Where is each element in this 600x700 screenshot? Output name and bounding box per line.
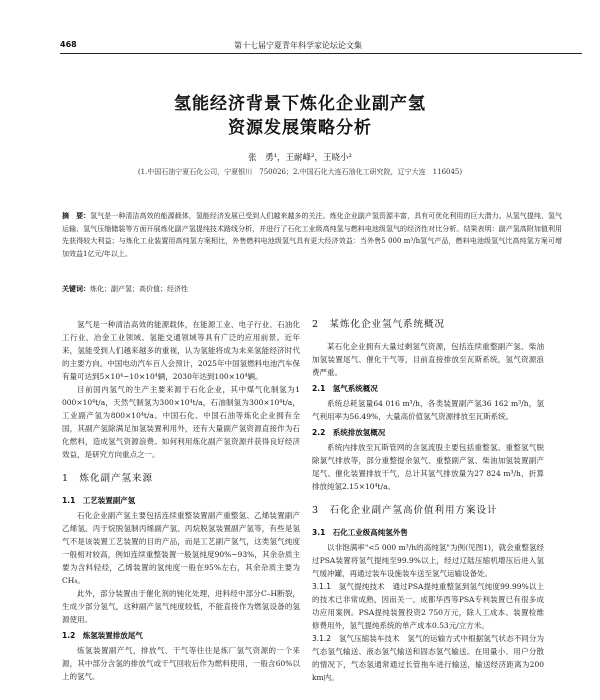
paragraph: 氢气是一种清洁高效的能源载体，在能源工业、电子行业、石油化工行业、冶金工业领域、氢能交通领域等具有广泛的应用前景。近年来，氢能受到人们越来越多的重视，认为氢能将成为未来氢能经济时代的主要方向。中国电动汽车百人会预计，2025年中国氢燃料电池汽车保有量可达到5×10⁴~10×10⁴辆，2030年达到100×10⁴辆。	[62, 320, 300, 381]
paragraph	[312, 632, 544, 684]
subsubsection-number: 3.1.2	[312, 634, 332, 643]
paragraph: 某石化企业拥有大量过剩氢气资源，包括连续重整副产氢、柴油加氢装置尾气、催化干气等，目前直接排放至瓦斯系统，氢气资源浪费严重。	[312, 342, 544, 377]
paragraph: 炼氢装置副产气，排放气、干气等往往是炼厂氢气资源的一个来源，其中部分含氢的排放气或干气回收后作为燃料使用，一般含60%以上的氢气。	[62, 646, 300, 681]
paragraph: 目前国内氢气的生产主要来源于石化企业，其中煤气化制氢为1 000×10⁴t/a，天然气制氢为300×10⁴t/a，石油制氢为300×10⁴t/a，工业副产氢为800×10⁴t/a。中国石化、中国石油等炼化企业拥有全国，其副产氢除满足加氢装置利用外，还有大量副产氢资源直接作为石化燃料，造成氢气资源浪费。如何利用炼化副产氢资源并获得良好经济效益，是研究方向重点之一。	[62, 385, 300, 459]
abstract	[62, 210, 562, 260]
page-number: 468	[60, 40, 77, 49]
title-line-2: 资源发展策略分析	[228, 118, 372, 138]
paragraph: 系统总耗氢量64 016 m³/h，各类装置副产氢36 162 m³/h，氢气利用率为56.49%，大量高价值氢气资源排放至瓦斯系统。	[312, 399, 544, 421]
affiliation: (1.中国石油宁夏石化公司，宁夏银川 750026；2.中国石化大连石油化工研究院，辽宁大连 116045)	[137, 168, 463, 176]
running-header	[60, 40, 582, 54]
section-heading: 3 石化企业副产氢高价值利用方案设计	[312, 505, 498, 516]
abstract-label: 摘 要：	[62, 212, 91, 220]
keywords-label: 关键词：	[62, 285, 90, 293]
subsection-heading: 2.1 氢气系统概况	[312, 384, 378, 393]
journal-title: 第十七届宁夏青年科学家论坛论文集	[234, 41, 362, 50]
paragraph: 此外，部分装置由于催化剂的钝化处理，进料经中部分C–H断裂，生成少部分氢气，这种副产氢气纯度较低，不能直接作为燃氢设备的氢源使用。	[62, 589, 300, 624]
section-heading: 1 炼化副产氢来源	[62, 473, 154, 484]
subsection-heading: 1.2 炼氢装置排放尾气	[62, 631, 143, 640]
section-heading: 2 某炼化企业氢气系统概况	[312, 319, 446, 330]
paper-title	[0, 92, 600, 140]
abstract-text: 氢气是一种清洁高效的能源载体，氢能经济发展已受到人们越来越多的关注。炼化企业副产氢资源丰富，具有可优化利用的巨大潜力。从氢气提纯、氢气运输、氢气压缩储装等方面开展炼化副产氢提纯技术路线分析，并进行了石化工业级高纯氢与燃料电池级氢气的经济性对比分析。结果表明：副产氢高附加值利用先获得较大利益；与炼化工业装置用高纯氢方案相比，外售燃料电池级氢气具有更大经济效益：当外售5 000 m³/h氢气产品，燃料电池级氢气比高纯氢方案可增加效益1亿元/年以上。	[62, 212, 562, 258]
keywords-text: 炼化；副产氢；高价值；经济性	[90, 285, 188, 293]
paragraph: 系统内排放至瓦斯管网的含氢流股主要包括重整氢、重整氢气脱除氯气排放等，部分重整提余氢气、重整副产氢、柴油加氢装置副产尾气、催化装置排放干气，总计其氢气排放量为27 824 m³/h，折算排放纯氢2.15×10⁴t/a。	[312, 443, 544, 491]
keywords	[62, 283, 562, 295]
subsection-heading: 3.1 石化工业级高纯氢外售	[312, 528, 408, 537]
subsubsection-text: 氢气压缩装车技术 氢气的运输方式中根据氢气状态不同分为气态氢气输送、液态氢气输送和固态氢气输送。在用量小、用户分散的情况下，气态氢通常通过长管拖车进行输送，输送经济距离为200 km内。	[312, 634, 545, 682]
subsection-heading: 1.1 工艺装置副产氢	[62, 496, 136, 505]
right-column	[312, 318, 544, 684]
subsubsection-text: 氢气提纯技术 通过PSA提纯重整氢到氢气纯度99.99%以上的技术已非常成熟，因而关一、成都华西等PSA专利装置已有很多成功应用案例。PSA提纯装置投资2 750万元，除人工成本、装置检维修费用外，氢气提纯系统的单产成本0.53元/立方米。	[312, 582, 544, 630]
paragraph: 以非饱满率"<5 000 m³/h的高纯氢"为例(见图1)，就会重整氢经过PSA装置将氢气提纯至99.9%以上，经过辽陆压缩机增压后进入氢气缓冲罐，再通过装车设施装车送至氢气运输设备处。	[312, 543, 544, 578]
left-column	[62, 318, 300, 683]
subsection-heading: 2.2 系统排放氢概况	[312, 428, 386, 437]
title-line-1: 氢能经济背景下炼化企业副产氢	[174, 94, 426, 114]
paragraph	[312, 580, 544, 632]
paragraph: 石化企业副产氢主要包括连续重整装置副产重整氢、乙烯装置副产乙烯氢、丙于烷脱氢制丙烯副产氢、丙烷脱氢装置副产氢等，有些是氢气不是该装置工艺装置的目的产品，而是工艺副产氢气，这类氢气纯度一般相对较高，例如连续重整装置一般氢纯度90%~93%，其余杂质主要为含料轻烃，乙烯装置的氢纯度一般在95%左右，其余杂质主要为CH₄。	[62, 511, 300, 585]
subsubsection-number: 3.1.1	[312, 582, 332, 591]
header-rule	[60, 53, 582, 54]
authors: 张 勇¹，王耐峰²，王晓小²	[248, 153, 352, 163]
